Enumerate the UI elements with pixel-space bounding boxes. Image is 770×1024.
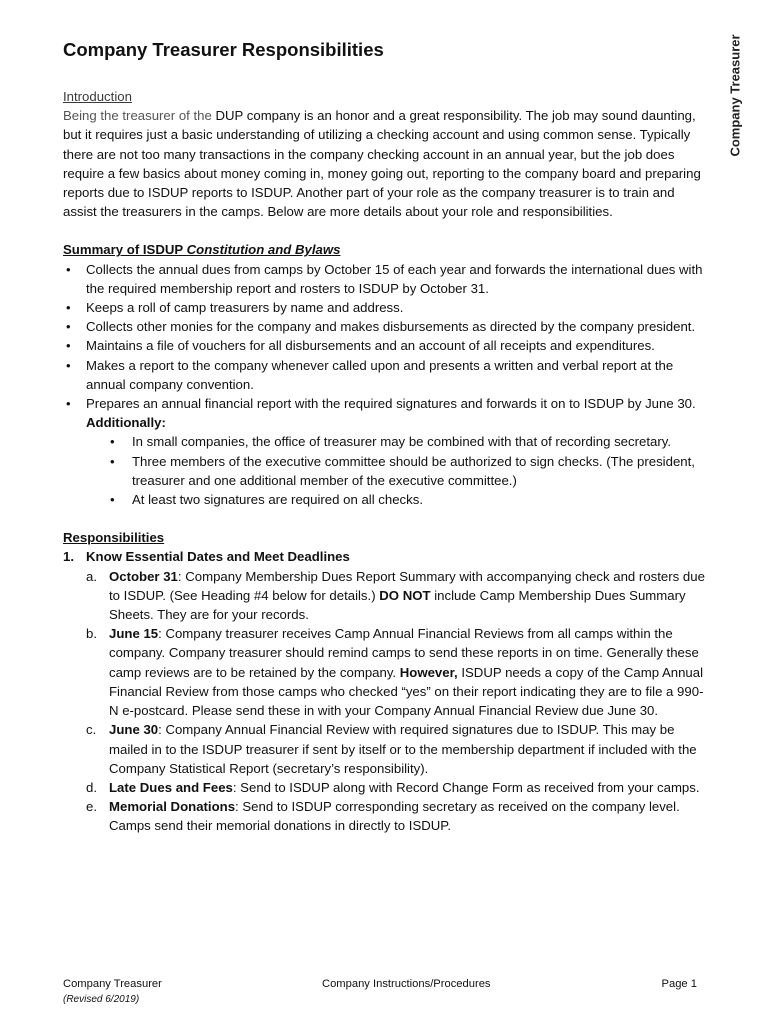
summary-heading-italic: Constitution and Bylaws <box>186 242 341 258</box>
introduction-lead: Being the treasurer of the <box>63 108 212 124</box>
summary-heading-plain: Summary of ISDUP <box>63 242 187 258</box>
deadline-text-2: ISDUP needs a copy of the Camp Annual Financial Review from those camps who checked “yes” on their report indicating they are to file a 990-N e-postcard. Please send these in with your Company Annual Financial Review due June 30. <box>109 664 704 719</box>
footer-revised: (Revised 6/2019) <box>63 994 140 1005</box>
footer-center: Company Instructions/Procedures <box>322 978 491 990</box>
deadline-text: : Send to ISDUP corresponding secretary as received on the company level. Camps send their memorial donations in directly to ISDUP. <box>109 799 680 834</box>
additionally-list <box>86 432 708 509</box>
deadline-emphasis: DO NOT <box>379 587 431 603</box>
item-letter: e. <box>86 799 97 815</box>
summary-list <box>63 260 708 414</box>
side-tab <box>719 28 751 163</box>
item-letter: d. <box>86 779 97 795</box>
list-item <box>86 797 708 835</box>
page-number: Page 1 <box>661 978 697 990</box>
list-item <box>86 567 708 625</box>
list-item: • Maintains a file of vouchers for all disbursements and an account of all receipts and expenditures. <box>63 336 708 355</box>
list-item: • Makes a report to the company whenever called upon and presents a written and verbal report at the annual company convention. <box>63 356 708 394</box>
page-title: Company Treasurer Responsibilities <box>63 39 384 60</box>
deadline-text: : Company Membership Dues Report Summary with accompanying check and rosters due to ISDUP. (See Heading #4 below for details.) <box>109 568 705 603</box>
deadline-date: Memorial Donations <box>109 799 236 815</box>
footer-doc-name: Company Treasurer <box>63 978 162 990</box>
deadline-date: Late Dues and Fees <box>109 779 233 795</box>
deadline-text-2: include Camp Membership Dues Summary Sheets. They are for your records. <box>109 587 686 623</box>
deadline-date: June 15 <box>109 626 159 642</box>
deadline-list <box>86 567 708 836</box>
item-number: 1. <box>63 549 74 565</box>
deadline-text: : Company treasurer receives Camp Annual Financial Reviews from all camps within the company. Company treasurer should remind camps to send these reports in on time. Generally these camp reviews are to be retained by the company. <box>109 626 699 680</box>
item-letter: c. <box>86 722 97 738</box>
deadline-text: : Send to ISDUP along with Record Change Form as received from your camps. <box>232 779 700 795</box>
deadline-text: : Company Annual Financial Review with required signatures due to ISDUP. This may be mailed in to the ISDUP treasurer if sent by itself or to the membership department if included with the Company Statistical Report (secretary’s responsibility). <box>109 722 697 776</box>
introduction-paragraph <box>63 106 708 221</box>
side-tab-label: Company Treasurer <box>727 34 743 157</box>
list-item: • At least two signatures are required on all checks. <box>108 490 708 509</box>
list-item <box>86 720 708 778</box>
summary-heading <box>63 240 708 259</box>
introduction-heading: Introduction <box>63 89 132 104</box>
additionally-label: Additionally: <box>86 415 166 431</box>
deadline-date: June 30 <box>109 722 159 738</box>
list-item: • Prepares an annual financial report with the required signatures and forwards it on to ISDUP by June 30. <box>63 394 708 413</box>
document-page <box>63 38 708 836</box>
page-footer <box>63 976 697 1008</box>
list-item: • Collects other monies for the company and makes disbursements as directed by the company president. <box>63 317 708 336</box>
responsibility-item <box>63 547 708 835</box>
responsibilities-list <box>63 547 708 835</box>
introduction-section <box>63 87 708 221</box>
list-item: • In small companies, the office of treasurer may be combined with that of recording secretary. <box>108 432 708 451</box>
item-letter: a. <box>86 568 97 584</box>
responsibilities-heading: Responsibilities <box>63 530 165 546</box>
deadline-emphasis: However, <box>399 664 458 680</box>
introduction-body: DUP company is an honor and a great responsibility. The job may sound daunting, but it requires just a basic understanding of utilizing a checking account and using common sense. Typically there are not too many transactions in the company checking account in an annual year, but the job does require a few basics about money coming in, money going out, reporting to the company board and preparing reports due to ISDUP reports to ISDUP. Another part of your role as the company treasurer is to train and assist the treasurers in the camps. Below are more details about your role and responsibilities. <box>63 108 701 220</box>
list-item: • Collects the annual dues from camps by October 15 of each year and forwards the international dues with the required membership report and rosters to ISDUP by October 31. <box>63 260 708 298</box>
additionally-block <box>63 413 708 509</box>
item-letter: b. <box>86 626 97 642</box>
deadline-date: October 31 <box>109 568 178 584</box>
list-item <box>86 624 708 720</box>
list-item <box>86 778 708 797</box>
list-item: • Keeps a roll of camp treasurers by name and address. <box>63 298 708 317</box>
list-item: • Three members of the executive committee should be authorized to sign checks. (The president, treasurer and one additional member of the executive committee.) <box>108 452 708 490</box>
item-title: Know Essential Dates and Meet Deadlines <box>86 549 350 565</box>
